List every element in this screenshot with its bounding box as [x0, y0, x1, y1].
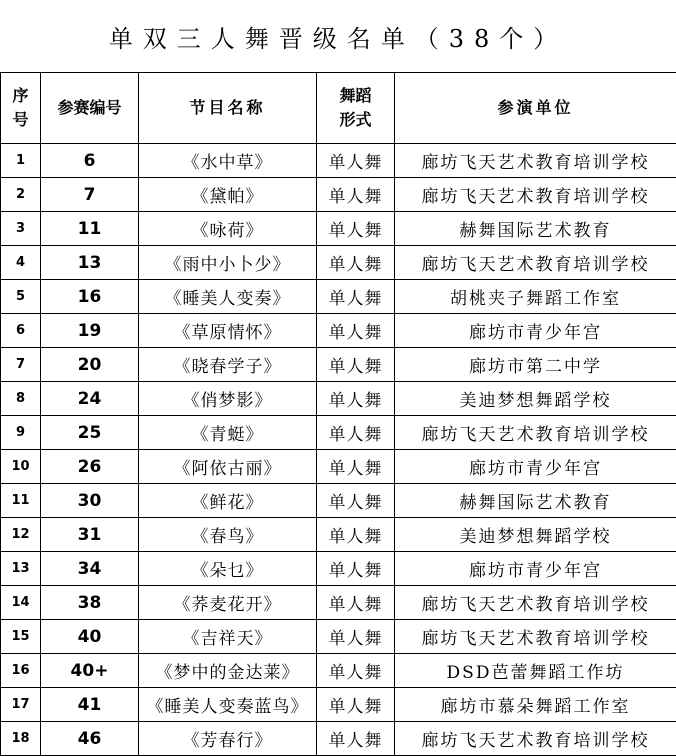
row-form: 单人舞	[317, 552, 395, 586]
table-row	[1, 144, 676, 178]
row-number: 20	[41, 348, 139, 382]
row-program: 《晓春学子》	[139, 348, 317, 382]
row-form: 单人舞	[317, 178, 395, 212]
row-unit: 廊坊飞天艺术教育培训学校	[395, 722, 676, 756]
results-table	[0, 72, 676, 756]
row-number: 11	[41, 212, 139, 246]
row-program: 《雨中小卜少》	[139, 246, 317, 280]
row-form: 单人舞	[317, 212, 395, 246]
row-number: 46	[41, 722, 139, 756]
row-program: 《荞麦花开》	[139, 586, 317, 620]
row-seq: 3	[1, 212, 41, 246]
row-program: 《朵乜》	[139, 552, 317, 586]
header-unit: 参演单位	[395, 73, 676, 144]
row-form: 单人舞	[317, 348, 395, 382]
row-program: 《睡美人变奏蓝鸟》	[139, 688, 317, 722]
row-seq: 9	[1, 416, 41, 450]
table-row	[1, 620, 676, 654]
table-row	[1, 450, 676, 484]
row-number: 38	[41, 586, 139, 620]
header-seq-line2: 号	[12, 110, 29, 129]
row-program: 《睡美人变奏》	[139, 280, 317, 314]
row-form: 单人舞	[317, 246, 395, 280]
row-program: 《梦中的金达莱》	[139, 654, 317, 688]
row-number: 19	[41, 314, 139, 348]
row-program: 《俏梦影》	[139, 382, 317, 416]
row-form: 单人舞	[317, 144, 395, 178]
table-row	[1, 552, 676, 586]
row-seq: 7	[1, 348, 41, 382]
row-unit: 美迪梦想舞蹈学校	[395, 382, 676, 416]
table-row	[1, 246, 676, 280]
row-seq: 17	[1, 688, 41, 722]
header-seq-line1: 序	[12, 86, 29, 105]
header-form-line1: 舞蹈	[339, 86, 372, 105]
row-program: 《春鸟》	[139, 518, 317, 552]
row-program: 《吉祥天》	[139, 620, 317, 654]
table-row	[1, 654, 676, 688]
row-number: 30	[41, 484, 139, 518]
header-form-line2: 形式	[339, 110, 372, 129]
row-number: 31	[41, 518, 139, 552]
row-number: 40	[41, 620, 139, 654]
table-row	[1, 280, 676, 314]
row-number: 41	[41, 688, 139, 722]
table-body	[1, 144, 676, 756]
row-unit: 廊坊飞天艺术教育培训学校	[395, 586, 676, 620]
row-unit: 廊坊市青少年宫	[395, 450, 676, 484]
table-header-row	[1, 73, 676, 144]
row-form: 单人舞	[317, 688, 395, 722]
table-row	[1, 382, 676, 416]
row-form: 单人舞	[317, 484, 395, 518]
row-unit: 廊坊市青少年宫	[395, 314, 676, 348]
row-seq: 5	[1, 280, 41, 314]
header-number: 参赛编号	[41, 73, 139, 144]
row-seq: 4	[1, 246, 41, 280]
row-form: 单人舞	[317, 722, 395, 756]
row-number: 40+	[41, 654, 139, 688]
row-form: 单人舞	[317, 620, 395, 654]
row-seq: 16	[1, 654, 41, 688]
row-seq: 1	[1, 144, 41, 178]
table-row	[1, 348, 676, 382]
row-seq: 8	[1, 382, 41, 416]
table-row	[1, 518, 676, 552]
row-unit: 廊坊飞天艺术教育培训学校	[395, 416, 676, 450]
row-program: 《咏荷》	[139, 212, 317, 246]
row-number: 26	[41, 450, 139, 484]
row-seq: 10	[1, 450, 41, 484]
header-program: 节目名称	[139, 73, 317, 144]
row-seq: 18	[1, 722, 41, 756]
row-number: 16	[41, 280, 139, 314]
row-unit: 廊坊飞天艺术教育培训学校	[395, 144, 676, 178]
row-unit: 廊坊市青少年宫	[395, 552, 676, 586]
row-form: 单人舞	[317, 450, 395, 484]
row-unit: DSD芭蕾舞蹈工作坊	[395, 654, 676, 688]
row-number: 6	[41, 144, 139, 178]
row-program: 《芳春行》	[139, 722, 317, 756]
row-seq: 11	[1, 484, 41, 518]
row-form: 单人舞	[317, 586, 395, 620]
table-row	[1, 688, 676, 722]
table-row	[1, 722, 676, 756]
row-seq: 6	[1, 314, 41, 348]
row-unit: 廊坊飞天艺术教育培训学校	[395, 620, 676, 654]
row-program: 《草原情怀》	[139, 314, 317, 348]
page-title: 单双三人舞晋级名单（38个）	[108, 24, 568, 53]
table-row	[1, 212, 676, 246]
row-program: 《黛帕》	[139, 178, 317, 212]
row-number: 25	[41, 416, 139, 450]
row-form: 单人舞	[317, 314, 395, 348]
table-row	[1, 178, 676, 212]
row-unit: 廊坊飞天艺术教育培训学校	[395, 246, 676, 280]
row-program: 《鲜花》	[139, 484, 317, 518]
row-unit: 廊坊飞天艺术教育培训学校	[395, 178, 676, 212]
row-unit: 胡桃夹子舞蹈工作室	[395, 280, 676, 314]
header-form	[317, 73, 395, 144]
row-seq: 2	[1, 178, 41, 212]
row-unit: 美迪梦想舞蹈学校	[395, 518, 676, 552]
row-number: 7	[41, 178, 139, 212]
row-form: 单人舞	[317, 280, 395, 314]
row-number: 34	[41, 552, 139, 586]
row-form: 单人舞	[317, 654, 395, 688]
row-unit: 赫舞国际艺术教育	[395, 212, 676, 246]
row-number: 13	[41, 246, 139, 280]
table-row	[1, 314, 676, 348]
row-unit: 廊坊市第二中学	[395, 348, 676, 382]
row-unit: 赫舞国际艺术教育	[395, 484, 676, 518]
row-seq: 13	[1, 552, 41, 586]
row-number: 24	[41, 382, 139, 416]
row-program: 《阿依古丽》	[139, 450, 317, 484]
row-unit: 廊坊市慕朵舞蹈工作室	[395, 688, 676, 722]
row-form: 单人舞	[317, 416, 395, 450]
row-form: 单人舞	[317, 518, 395, 552]
row-program: 《青蜓》	[139, 416, 317, 450]
row-seq: 12	[1, 518, 41, 552]
row-seq: 14	[1, 586, 41, 620]
header-seq	[1, 73, 41, 144]
table-row	[1, 586, 676, 620]
row-seq: 15	[1, 620, 41, 654]
row-program: 《水中草》	[139, 144, 317, 178]
table-row	[1, 484, 676, 518]
table-row	[1, 416, 676, 450]
row-form: 单人舞	[317, 382, 395, 416]
